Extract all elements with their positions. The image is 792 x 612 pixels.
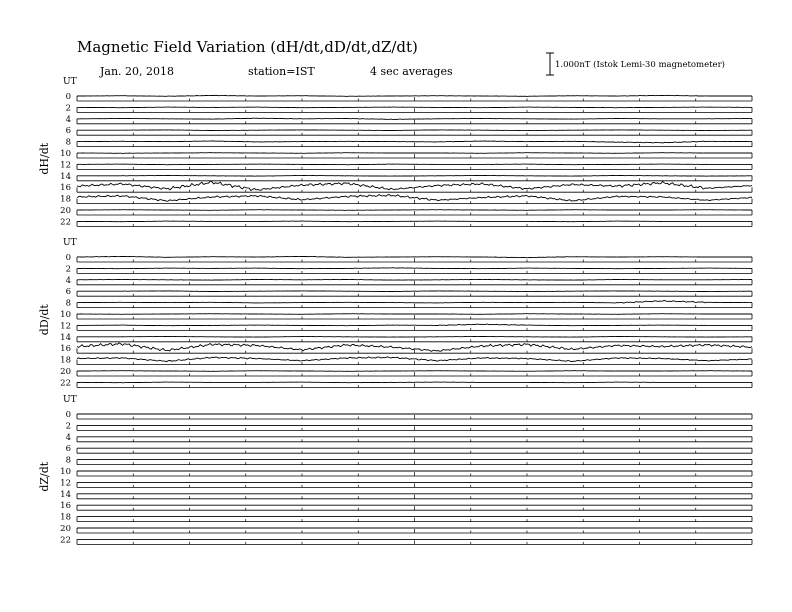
series-trace (77, 130, 752, 131)
row-label: 10 (60, 149, 71, 159)
row-label: 18 (60, 512, 71, 523)
row-label: 8 (65, 298, 71, 309)
row-label: 10 (60, 310, 71, 320)
row-label: 16 (60, 183, 71, 194)
series-trace (77, 300, 752, 303)
row-label: 14 (60, 171, 71, 182)
panel-ylabel: dH/dt (38, 142, 51, 175)
ut-label: UT (63, 77, 77, 87)
series-trace (77, 371, 752, 372)
panel-dddt (38, 238, 752, 388)
row-label: 0 (65, 253, 71, 263)
row-label: 8 (65, 137, 71, 148)
series-trace (77, 210, 752, 211)
row-label: 4 (65, 432, 71, 443)
panel-ylabel: dD/dt (38, 304, 51, 336)
row-label: 18 (60, 355, 71, 366)
row-label: 14 (60, 332, 71, 343)
series-trace (77, 164, 752, 165)
scale-bar-label: 1.000nT (Istok Lemi-30 magnetometer) (555, 60, 725, 70)
row-label: 20 (60, 367, 71, 377)
row-label: 12 (60, 478, 71, 489)
row-label: 8 (65, 455, 71, 466)
row-label: 6 (65, 287, 71, 298)
series-trace (77, 256, 752, 257)
ut-label: UT (63, 395, 77, 405)
row-label: 20 (60, 524, 71, 534)
panel-ylabel: dZ/dt (38, 461, 51, 492)
chart-title: Magnetic Field Variation (dH/dt,dD/dt,dZ/dt) (77, 38, 418, 56)
ut-label: UT (63, 238, 77, 248)
row-label: 22 (60, 535, 71, 546)
series-trace (77, 118, 752, 119)
series-trace (77, 95, 752, 96)
series-trace (77, 176, 752, 177)
series-trace (77, 268, 752, 269)
panel-dhdt (38, 77, 752, 227)
series-trace (77, 153, 752, 154)
date-label: Jan. 20, 2018 (100, 65, 175, 78)
row-label: 2 (65, 103, 71, 114)
panels-group (38, 77, 752, 545)
series-trace (77, 107, 752, 108)
series-trace (77, 336, 752, 337)
averaging-label: 4 sec averages (370, 65, 453, 78)
row-label: 12 (60, 160, 71, 171)
row-label: 4 (65, 275, 71, 286)
station-label: station=IST (248, 65, 315, 78)
row-label: 6 (65, 126, 71, 137)
row-label: 14 (60, 489, 71, 500)
row-label: 0 (65, 92, 71, 102)
row-label: 0 (65, 410, 71, 420)
series-trace (77, 382, 752, 383)
panel-dzdt (38, 395, 752, 545)
row-label: 12 (60, 321, 71, 332)
row-label: 20 (60, 206, 71, 216)
row-label: 4 (65, 114, 71, 125)
row-label: 16 (60, 344, 71, 355)
row-label: 16 (60, 501, 71, 512)
row-label: 2 (65, 264, 71, 275)
row-label: 18 (60, 194, 71, 205)
series-trace (77, 324, 752, 326)
series-trace (77, 279, 752, 280)
series-trace (77, 221, 752, 222)
row-label: 22 (60, 378, 71, 389)
row-label: 22 (60, 217, 71, 228)
row-label: 6 (65, 444, 71, 455)
row-label: 10 (60, 467, 71, 477)
series-trace (77, 314, 752, 315)
series-trace (77, 291, 752, 292)
row-label: 2 (65, 421, 71, 432)
